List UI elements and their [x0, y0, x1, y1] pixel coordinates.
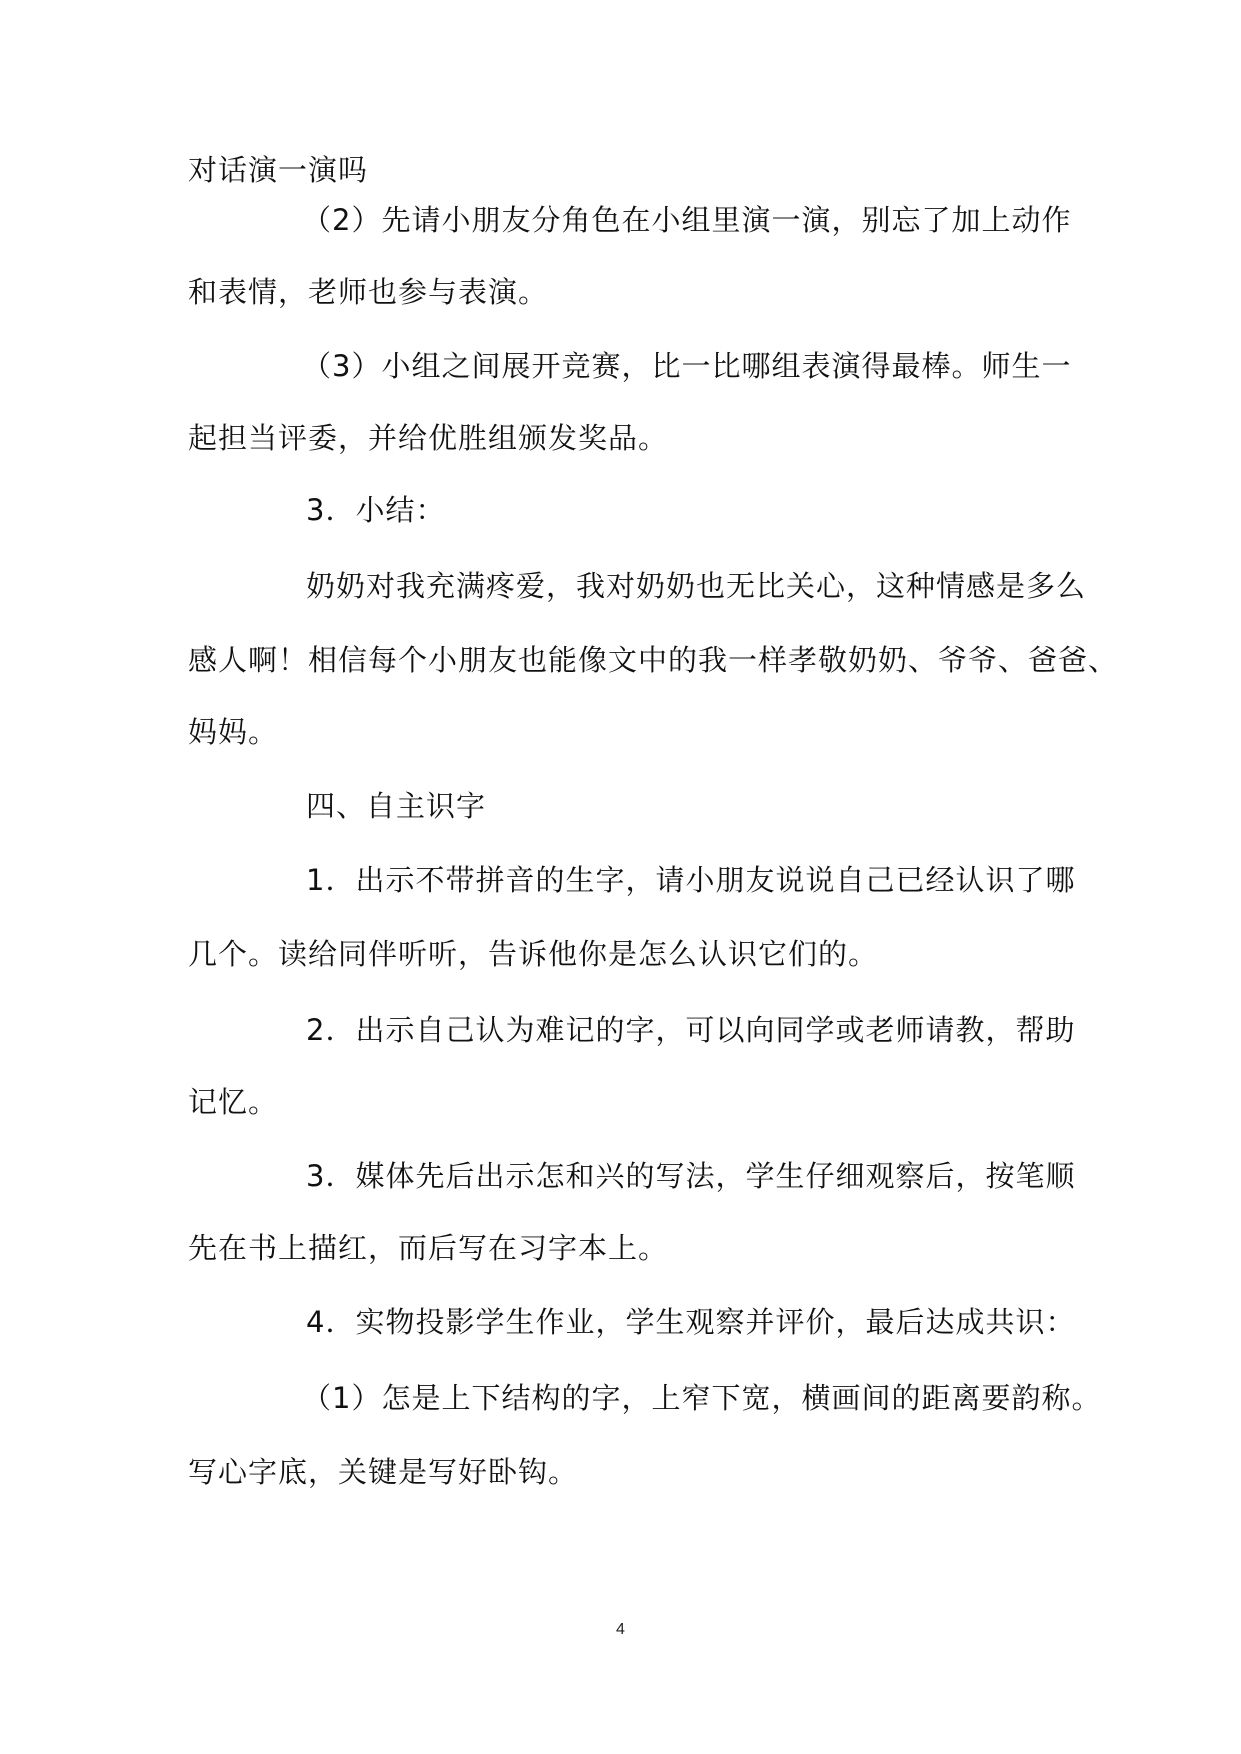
page-number: 4	[616, 1621, 625, 1638]
text-line: 1．出示不带拼音的生字，请小朋友说说自己已经认识了哪	[306, 863, 1076, 897]
text-line: 四、自主识字	[306, 789, 487, 823]
text-line: 感人啊！相信每个小朋友也能像文中的我一样孝敬奶奶、爷爷、爸爸、	[188, 643, 1119, 677]
text-line: 2．出示自己认为难记的字，可以向同学或老师请教，帮助	[306, 1013, 1076, 1047]
text-line: 起担当评委，并给优胜组颁发奖品。	[188, 421, 669, 455]
text-line: 奶奶对我充满疼爱，我对奶奶也无比关心，这种情感是多么	[306, 569, 1087, 603]
text-line: （2）先请小朋友分角色在小组里演一演，别忘了加上动作	[302, 203, 1072, 237]
text-line: 3．小结：	[306, 493, 446, 527]
text-line: 4．实物投影学生作业，学生观察并评价，最后达成共识：	[306, 1305, 1076, 1339]
text-line: 写心字底，关键是写好卧钩。	[188, 1455, 579, 1489]
text-line: 对话演一演吗	[188, 153, 369, 187]
text-line: （1）怎是上下结构的字，上窄下宽，横画间的距离要韵称。	[302, 1381, 1102, 1415]
text-line: 和表情，老师也参与表演。	[188, 275, 549, 309]
text-line: 先在书上描红，而后写在习字本上。	[188, 1231, 669, 1265]
text-line: 记忆。	[188, 1085, 279, 1119]
text-line: 3．媒体先后出示怎和兴的写法，学生仔细观察后，按笔顺	[306, 1159, 1076, 1193]
text-line: 几个。读给同伴听听，告诉他你是怎么认识它们的。	[188, 937, 879, 971]
text-line: （3）小组之间展开竞赛，比一比哪组表演得最棒。师生一	[302, 349, 1072, 383]
text-line: 妈妈。	[188, 715, 279, 749]
